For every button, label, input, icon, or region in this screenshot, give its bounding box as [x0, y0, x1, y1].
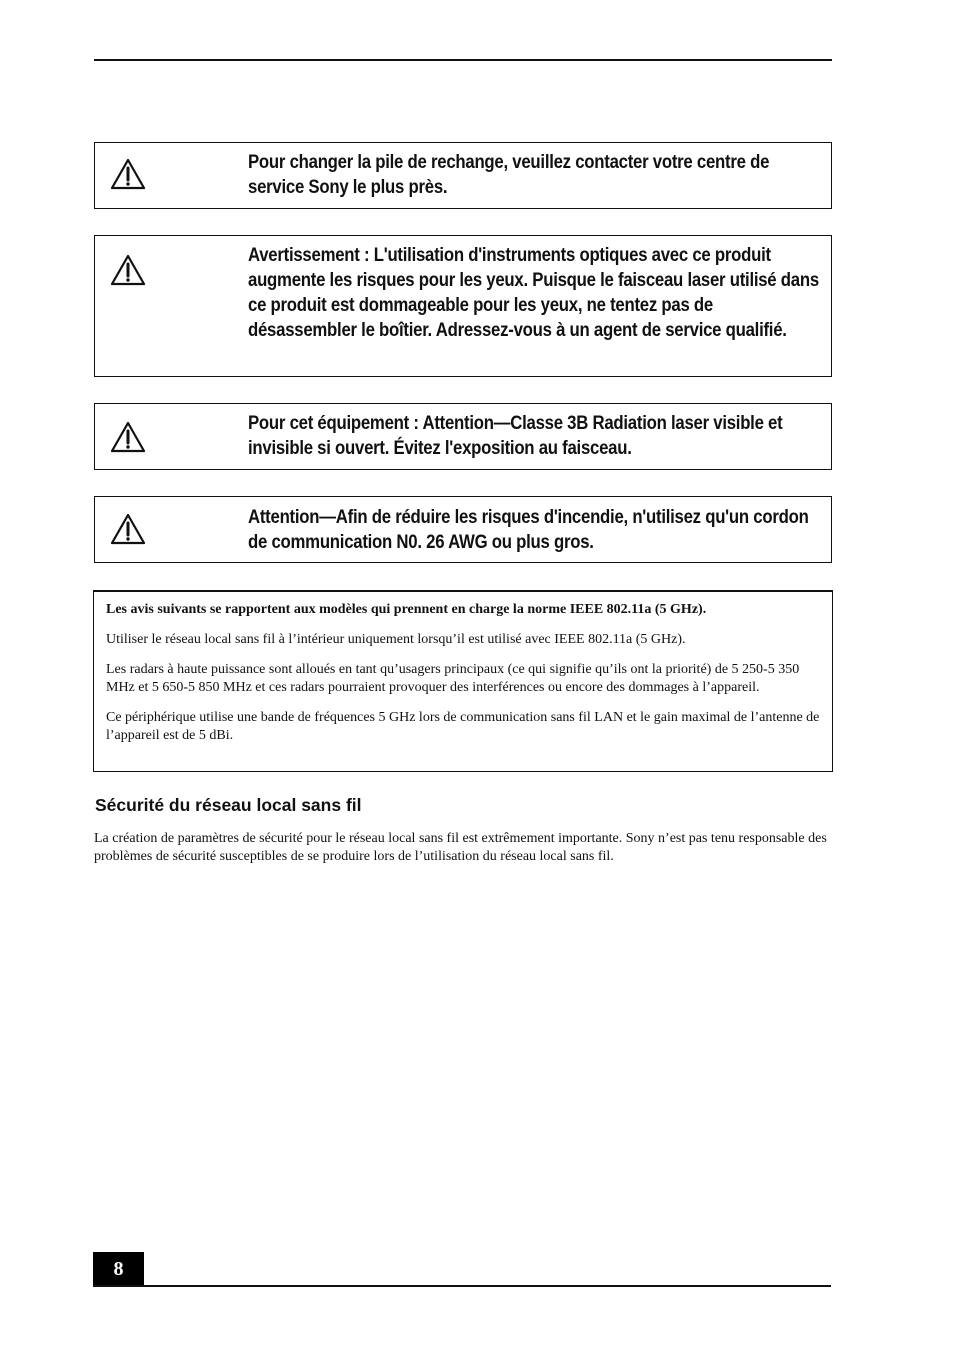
warning-text: Pour changer la pile de rechange, veuillez contacter votre centre de service Sony le plus près.	[248, 151, 770, 198]
warning-box-laser-class	[94, 403, 832, 470]
warning-text: Avertissement : L'utilisation d'instruments optiques avec ce produit augmente les risques pour les yeux. Puisque le faisceau laser utilisé dans ce produit est dommageable pour les yeux, ne tentez pas de désassembler le boîtier. Adressez-vous à un agent de service qualifié.	[248, 244, 819, 341]
warning-text: Pour cet équipement : Attention—Classe 3B Radiation laser visible et invisible si ouvert. Évitez l'exposition au faisceau.	[248, 412, 783, 459]
warning-box-fire	[94, 496, 832, 563]
page-number: 8	[93, 1252, 144, 1287]
warning-triangle-icon	[110, 254, 146, 286]
section-body: La création de paramètres de sécurité pour le réseau local sans fil est extrêmement importante. Sony n’est pas tenu responsable des problèmes de sécurité susceptibles de se produire lors de l’utilisation du réseau local sans fil.	[94, 831, 827, 864]
warning-box-battery	[94, 142, 832, 209]
notice-paragraph: Utiliser le réseau local sans fil à l’intérieur uniquement lorsqu’il est utilisé avec IEEE 802.11a (5 GHz).	[106, 632, 686, 647]
section-heading: Sécurité du réseau local sans fil	[95, 795, 362, 815]
bottom-rule	[93, 1285, 831, 1287]
warning-box-laser-optics	[94, 235, 832, 377]
notice-box-5ghz	[93, 590, 833, 772]
top-rule	[94, 59, 832, 61]
notice-paragraph: Les radars à haute puissance sont alloués en tant qu’usagers principaux (ce qui signifie qu’ils ont la priorité) de 5 250-5 350 MHz et 5 650-5 850 MHz et ces radars pourraient provoquer des interférences ou encore des dommages à l’appareil.	[106, 662, 800, 695]
warning-triangle-icon	[110, 421, 146, 453]
warning-triangle-icon	[110, 513, 146, 545]
notice-paragraph: Ce périphérique utilise une bande de fréquences 5 GHz lors de communication sans fil LAN et le gain maximal de l’antenne de l’appareil est de 5 dBi.	[106, 710, 820, 743]
warning-text: Attention—Afin de réduire les risques d'incendie, n'utilisez qu'un cordon de communication N0. 26 AWG ou plus gros.	[248, 506, 809, 553]
warning-triangle-icon	[110, 158, 146, 190]
notice-heading: Les avis suivants se rapportent aux modèles qui prennent en charge la norme IEEE 802.11a (5 GHz).	[106, 602, 707, 617]
